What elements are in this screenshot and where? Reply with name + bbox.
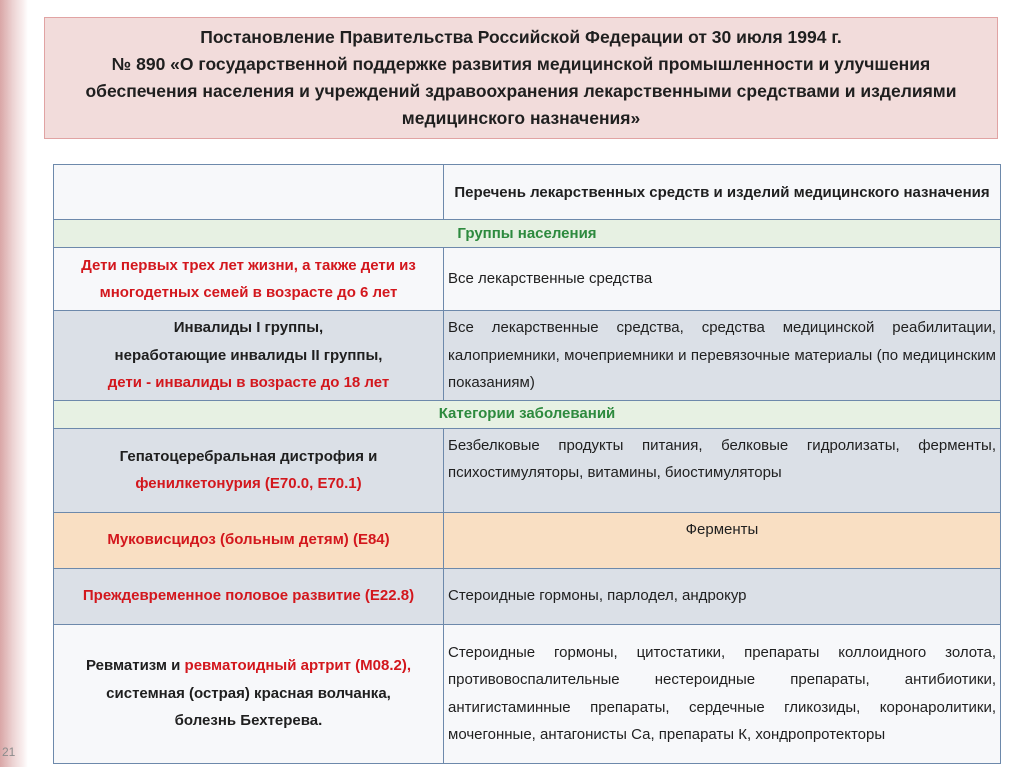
row1-category: Дети первых трех лет жизни, а также дети из многодетных семей в возрасте до 6 лет (54, 248, 444, 311)
row2-category-line1: Инвалиды I группы, (173, 319, 324, 336)
section-row-population (54, 220, 1001, 248)
slide-number: 21 (2, 745, 16, 759)
row3-list: Безбелковые продукты питания, белковые гидролизаты, ферменты, психостимуляторы, витамины, биостимуляторы (444, 428, 1001, 512)
table-header-row (54, 165, 1001, 220)
row6-category (54, 624, 444, 763)
row3-category-line1: Гепатоцеребральная дистрофия и (119, 447, 378, 465)
row1-list: Все лекарственные средства (444, 248, 1001, 311)
row4-list: Ферменты (444, 512, 1001, 568)
table-row (54, 248, 1001, 311)
section-row-diseases (54, 400, 1001, 428)
title-box (44, 17, 998, 139)
row6-category-part1: Ревматизм и (85, 657, 181, 675)
row6-category-part3: системная (острая) красная волчанка, болезнь Бехтерева. (106, 684, 391, 730)
row2-category-line2: неработающие инвалиды II группы, (114, 346, 383, 364)
decorative-side-band (0, 0, 28, 767)
table-row (54, 512, 1001, 568)
section-diseases: Категории заболеваний (54, 400, 1001, 428)
row2-category (54, 311, 444, 401)
table-row (54, 568, 1001, 624)
row6-list: Стероидные гормоны, цитостатики, препараты коллоидного золота, противовоспалительные нестероидные препараты, антибиотики, антигистаминные препараты, сердечные гликозиды, коронаролитики, мочегонные, антагонисты Са, препараты К, хондропротекторы (444, 624, 1001, 763)
row5-list: Стероидные гормоны, парлодел, андрокур (444, 568, 1001, 624)
table-row (54, 311, 1001, 401)
row3-category (54, 428, 444, 512)
table-row (54, 428, 1001, 512)
row6-category-part2: ревматоидный артрит (М08.2), (184, 657, 412, 675)
row2-list: Все лекарственные средства, средства медицинской реабилитации, калоприемники, мочеприемники и перевязочные материалы (по медицинским показаниям) (444, 311, 1001, 401)
row3-category-line2: фенилкетонурия (Е70.0, Е70.1) (135, 475, 362, 492)
benefits-table (53, 164, 1001, 764)
row2-category-line3: дети - инвалиды в возрасте до 18 лет (107, 374, 390, 391)
table-row (54, 624, 1001, 763)
row5-category: Преждевременное половое развитие (Е22.8) (54, 568, 444, 624)
row4-category: Муковисцидоз (больным детям) (Е84) (54, 512, 444, 568)
section-population: Группы населения (54, 220, 1001, 248)
table-header-list: Перечень лекарственных средств и изделий медицинского назначения (444, 165, 1001, 220)
table-header-empty (54, 165, 444, 220)
page-title: Постановление Правительства Российской Федерации от 30 июля 1994 г. № 890 «О государственной поддержке развития медицинской промышленности и улучшения обеспечения населения и учреждений здравоохранения лекарственными средствами и изделиями медицинского назначения» (85, 27, 957, 128)
